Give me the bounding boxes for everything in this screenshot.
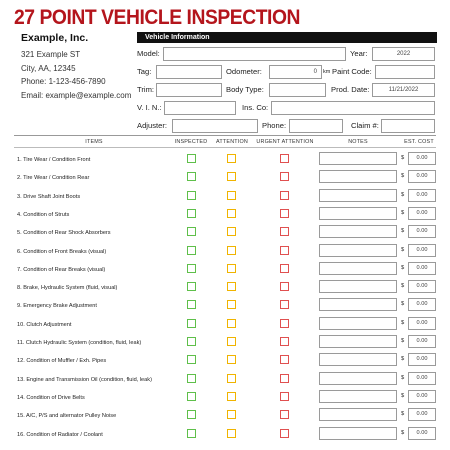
- inspected-checkbox[interactable]: [187, 191, 196, 200]
- company-address: 321 Example ST: [21, 50, 81, 59]
- vehicle-info-panel: [137, 32, 437, 130]
- company-info: [21, 32, 136, 102]
- notes-field[interactable]: [319, 189, 397, 202]
- urgent-attention-checkbox[interactable]: [280, 374, 289, 383]
- ins-co-label: Ins. Co:: [242, 103, 269, 112]
- currency-symbol: $: [401, 429, 405, 436]
- item-label: 5. Condition of Rear Shock Absorbers: [17, 230, 111, 237]
- inspected-checkbox[interactable]: [187, 374, 196, 383]
- inspected-checkbox[interactable]: [187, 264, 196, 273]
- est-cost-field[interactable]: 0.00: [408, 408, 436, 421]
- est-cost-field[interactable]: 0.00: [408, 225, 436, 238]
- est-cost-field[interactable]: 0.00: [408, 335, 436, 348]
- company-city: City, AA, 12345: [21, 63, 76, 73]
- attention-checkbox[interactable]: [227, 410, 236, 419]
- attention-checkbox[interactable]: [227, 154, 236, 163]
- item-label: 4. Condition of Struts: [17, 211, 70, 218]
- attention-checkbox[interactable]: [227, 300, 236, 309]
- notes-field[interactable]: [319, 170, 397, 183]
- item-label: 13. Engine and Transmission Oil (condition, fluid, leak): [17, 376, 152, 383]
- inspected-checkbox[interactable]: [187, 172, 196, 181]
- notes-field[interactable]: [319, 372, 397, 385]
- est-cost-field[interactable]: 0.00: [408, 390, 436, 403]
- items-table-header: [14, 135, 436, 148]
- header-est-cost: EST. COST: [404, 139, 434, 145]
- est-cost-field[interactable]: 0.00: [408, 427, 436, 440]
- item-label: 16. Condition of Radiator / Coolant: [17, 431, 103, 438]
- est-cost-field[interactable]: 0.00: [408, 280, 436, 293]
- est-cost-field[interactable]: 0.00: [408, 152, 436, 165]
- notes-field[interactable]: [319, 280, 397, 293]
- item-label: 6. Condition of Front Breaks (visual): [17, 248, 107, 255]
- urgent-attention-checkbox[interactable]: [280, 209, 289, 218]
- inspected-checkbox[interactable]: [187, 246, 196, 255]
- inspected-checkbox[interactable]: [187, 154, 196, 163]
- est-cost-field[interactable]: 0.00: [408, 262, 436, 275]
- prod-date-label: Prod. Date:: [331, 85, 370, 94]
- table-row: [14, 152, 436, 170]
- vin-field[interactable]: [164, 101, 236, 115]
- est-cost-field[interactable]: 0.00: [408, 298, 436, 311]
- table-row: [14, 335, 436, 353]
- est-cost-field[interactable]: 0.00: [408, 189, 436, 202]
- inspected-checkbox[interactable]: [187, 227, 196, 236]
- item-label: 10. Clutch Adjustment: [17, 321, 72, 328]
- currency-symbol: $: [401, 356, 405, 363]
- inspected-checkbox[interactable]: [187, 319, 196, 328]
- table-row: [14, 244, 436, 262]
- urgent-attention-checkbox[interactable]: [280, 227, 289, 236]
- table-row: [14, 408, 436, 426]
- currency-symbol: $: [401, 155, 405, 161]
- inspected-checkbox[interactable]: [187, 410, 196, 419]
- attention-checkbox[interactable]: [227, 319, 236, 328]
- header-notes: NOTES: [348, 139, 368, 145]
- notes-field[interactable]: [319, 427, 397, 440]
- table-row: [14, 207, 436, 225]
- item-label: 11. Clutch Hydraulic System (condition, fluid, leak): [17, 340, 142, 346]
- notes-field[interactable]: [319, 225, 397, 238]
- urgent-attention-checkbox[interactable]: [280, 246, 289, 255]
- currency-symbol: $: [401, 301, 405, 308]
- est-cost-field[interactable]: 0.00: [408, 372, 436, 385]
- tag-label: Tag:: [137, 67, 152, 76]
- currency-symbol: $: [401, 228, 405, 235]
- company-email: Email: example@example.com: [21, 90, 132, 100]
- attention-checkbox[interactable]: [227, 209, 236, 218]
- urgent-attention-checkbox[interactable]: [280, 355, 289, 364]
- notes-field[interactable]: [319, 317, 397, 330]
- table-row: [14, 170, 436, 188]
- item-label: 3. Drive Shaft Joint Boots: [17, 193, 81, 200]
- est-cost-field[interactable]: 0.00: [408, 207, 436, 220]
- claim-label: Claim #:: [351, 121, 379, 130]
- table-row: [14, 262, 436, 280]
- est-cost-field[interactable]: 0.00: [408, 353, 436, 366]
- currency-symbol: $: [401, 246, 405, 253]
- notes-field[interactable]: [319, 207, 397, 220]
- urgent-attention-checkbox[interactable]: [280, 392, 289, 401]
- attention-checkbox[interactable]: [227, 392, 236, 401]
- currency-symbol: $: [401, 264, 405, 271]
- currency-symbol: $: [401, 319, 405, 326]
- inspected-checkbox[interactable]: [187, 355, 196, 364]
- urgent-attention-checkbox[interactable]: [280, 172, 289, 181]
- currency-symbol: $: [401, 411, 405, 418]
- header-attention: ATTENTION: [216, 139, 248, 145]
- item-label: 15. A/C, P/S and alternator Pulley Noise: [17, 413, 117, 420]
- notes-field[interactable]: [319, 152, 397, 165]
- attention-checkbox[interactable]: [227, 264, 236, 273]
- trim-field[interactable]: [156, 83, 222, 97]
- notes-field[interactable]: [319, 390, 397, 403]
- notes-field[interactable]: [319, 335, 397, 348]
- item-label: 14. Condition of Drive Belts: [17, 394, 85, 401]
- table-row: [14, 372, 436, 390]
- currency-symbol: $: [401, 392, 405, 399]
- odometer-field[interactable]: 0: [269, 65, 322, 79]
- company-name: Example, Inc.: [21, 32, 89, 44]
- item-label: 2. Tire Wear / Condition Rear: [17, 175, 90, 182]
- phone-field[interactable]: [289, 119, 343, 133]
- header-urgent-attention: URGENT ATTENTION: [256, 139, 314, 145]
- ins-co-field[interactable]: [271, 101, 435, 115]
- table-row: [14, 390, 436, 408]
- table-row: [14, 427, 436, 445]
- paint-code-label: Paint Code:: [332, 67, 372, 76]
- est-cost-field[interactable]: 0.00: [408, 244, 436, 257]
- urgent-attention-checkbox[interactable]: [280, 154, 289, 163]
- urgent-attention-checkbox[interactable]: [280, 282, 289, 291]
- header-items: ITEMS: [85, 139, 103, 145]
- urgent-attention-checkbox[interactable]: [280, 410, 289, 419]
- body-type-field[interactable]: [269, 83, 326, 97]
- page-title: 27 POINT VEHICLE INSPECTION: [14, 6, 301, 29]
- model-field[interactable]: [163, 47, 346, 61]
- attention-checkbox[interactable]: [227, 191, 236, 200]
- notes-field[interactable]: [319, 353, 397, 366]
- model-label: Model:: [137, 49, 160, 58]
- table-row: [14, 298, 436, 316]
- attention-checkbox[interactable]: [227, 337, 236, 346]
- item-label: 8. Brake, Hydraulic System (fluid, visual): [17, 285, 118, 292]
- urgent-attention-checkbox[interactable]: [280, 264, 289, 273]
- notes-field[interactable]: [319, 298, 397, 311]
- urgent-attention-checkbox[interactable]: [280, 319, 289, 328]
- est-cost-field[interactable]: 0.00: [408, 170, 436, 183]
- inspected-checkbox[interactable]: [187, 337, 196, 346]
- urgent-attention-checkbox[interactable]: [280, 429, 289, 438]
- claim-field[interactable]: [381, 119, 435, 133]
- currency-symbol: $: [401, 338, 405, 344]
- inspected-checkbox[interactable]: [187, 429, 196, 438]
- table-row: [14, 225, 436, 243]
- year-field[interactable]: 2022: [372, 47, 435, 61]
- item-label: 9. Emergency Brake Adjustment: [17, 303, 97, 310]
- notes-field[interactable]: [319, 262, 397, 275]
- vin-label: V. I. N.:: [137, 103, 162, 112]
- currency-symbol: $: [401, 209, 405, 216]
- phone-label: Phone:: [262, 121, 287, 130]
- inspected-checkbox[interactable]: [187, 209, 196, 218]
- attention-checkbox[interactable]: [227, 355, 236, 364]
- currency-symbol: $: [401, 191, 405, 198]
- body-type-label: Body Type:: [226, 85, 264, 94]
- inspected-checkbox[interactable]: [187, 282, 196, 291]
- year-label: Year:: [350, 49, 368, 58]
- urgent-attention-checkbox[interactable]: [280, 337, 289, 346]
- odometer-label: Odometer:: [226, 67, 262, 76]
- prod-date-field[interactable]: 11/21/2022: [372, 83, 435, 97]
- currency-symbol: $: [401, 374, 405, 381]
- attention-checkbox[interactable]: [227, 282, 236, 291]
- item-label: 1. Tire Wear / Condition Front: [17, 157, 91, 163]
- adjuster-label: Adjuster:: [137, 121, 167, 130]
- paint-code-field[interactable]: [375, 65, 435, 79]
- tag-field[interactable]: [156, 65, 222, 79]
- attention-checkbox[interactable]: [227, 429, 236, 438]
- attention-checkbox[interactable]: [227, 172, 236, 181]
- company-phone: Phone: 1-123-456-7890: [21, 77, 106, 86]
- adjuster-field[interactable]: [172, 119, 258, 133]
- inspected-checkbox[interactable]: [187, 300, 196, 309]
- vehicle-info-header: Vehicle Information: [137, 32, 437, 43]
- attention-checkbox[interactable]: [227, 246, 236, 255]
- table-row: [14, 280, 436, 298]
- notes-field[interactable]: [319, 244, 397, 257]
- attention-checkbox[interactable]: [227, 374, 236, 383]
- header-inspected: INSPECTED: [174, 139, 208, 145]
- inspected-checkbox[interactable]: [187, 392, 196, 401]
- table-row: [14, 317, 436, 335]
- currency-symbol: $: [401, 283, 405, 290]
- urgent-attention-checkbox[interactable]: [280, 300, 289, 309]
- km-label: km: [323, 69, 331, 75]
- urgent-attention-checkbox[interactable]: [280, 191, 289, 200]
- table-row: [14, 353, 436, 371]
- table-row: [14, 189, 436, 207]
- item-label: 7. Condition of Rear Breaks (visual): [17, 266, 106, 273]
- est-cost-field[interactable]: 0.00: [408, 317, 436, 330]
- trim-label: Trim:: [137, 85, 155, 94]
- item-label: 12. Condition of Muffler / Exh. Pipes: [17, 358, 107, 365]
- attention-checkbox[interactable]: [227, 227, 236, 236]
- notes-field[interactable]: [319, 408, 397, 421]
- currency-symbol: $: [401, 173, 405, 180]
